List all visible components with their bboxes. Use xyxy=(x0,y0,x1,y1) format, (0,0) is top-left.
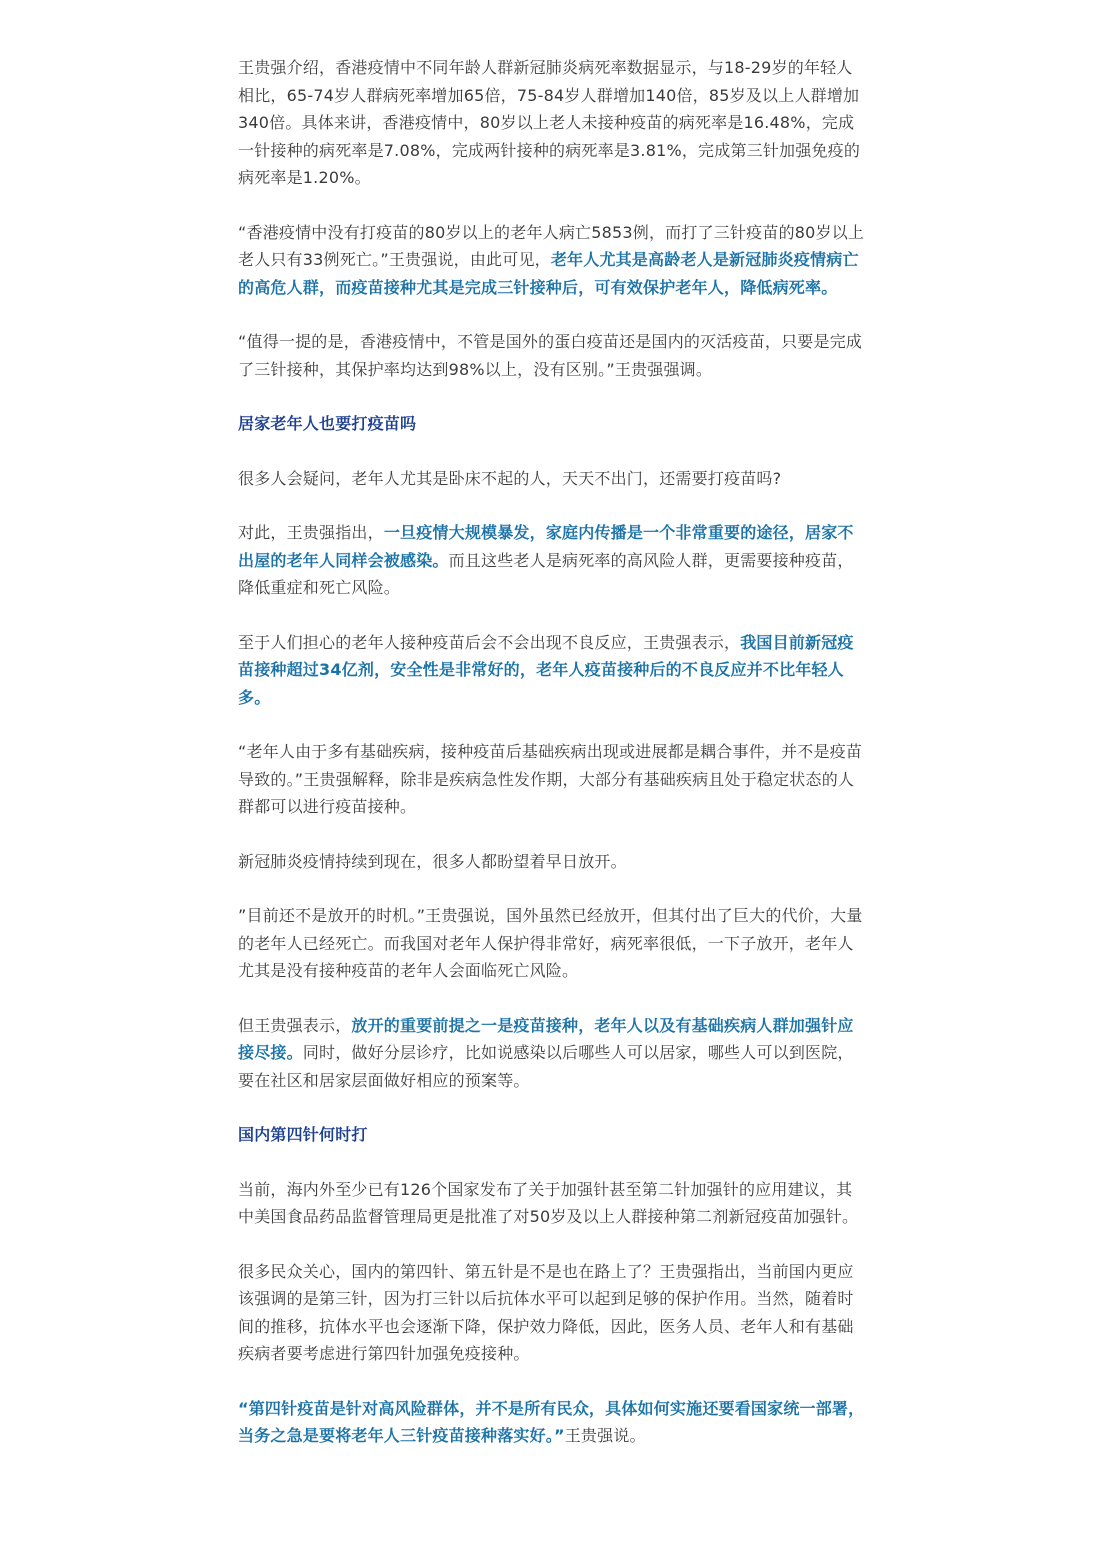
paragraph-fourth-fifth-dose: 很多民众关心，国内的第四针、第五针是不是也在路上了？王贵强指出，当前国内更应该强调的是第三针，因为打三针以后抗体水平可以起到足够的保护作用。当然，随着时间的推移，抗体水平也会逐渐下降，保护效力降低，因此，医务人员、老年人和有基础疾病者要考虑进行第四针加强免疫接种。 xyxy=(238,1261,854,1363)
paragraph-text: 王贵强说。 xyxy=(564,1426,646,1445)
paragraph-protection-rate: “值得一提的是，香港疫情中，不管是国外的蛋白疫苗还是国内的灭活疫苗，只要是完成了三针接种，其保护率均达到98%以上，没有区别。”王贵强强调。 xyxy=(238,332,863,379)
paragraph-hk-death-rates: 王贵强介绍，香港疫情中不同年龄人群新冠肺炎病死率数据显示，与18-29岁的年轻人相比，65-74岁人群病死率增加65倍，75-84岁人群增加140倍，85岁及以上人群增加340倍。具体来讲，香港疫情中，80岁以上老人未接种疫苗的病死率是16.48%，完成一针接种的病死率是7.08%，完成两针接种的病死率是3.81%，完成第三针加强免疫的病死率是1.20%。 xyxy=(238,58,861,187)
paragraph-text: 但王贵强表示， xyxy=(238,1015,352,1035)
paragraph-reopening-hope: 新冠肺炎疫情持续到现在，很多人都盼望着早日放开。 xyxy=(238,851,627,871)
paragraph-reopening-premise xyxy=(238,1012,866,1095)
paragraph-text: 同时，做好分层诊疗，比如说感染以后哪些人可以居家，哪些人可以到医院，要在社区和居家层面做好相应的预案等。 xyxy=(238,1043,854,1090)
highlight-text: 老年人尤其是高龄老人是新冠肺炎疫情病亡的高危人群，而疫苗接种尤其是完成三针接种后，可有效保护老年人，降低病死率。 xyxy=(238,250,859,297)
section-heading-fourth-dose: 国内第四针何时打 xyxy=(238,1125,368,1144)
highlight-text: 放开的重要前提之一是疫苗接种，老年人以及有基础疾病人群加强针应接尽接。 xyxy=(238,1015,854,1062)
paragraph-family-spread xyxy=(238,519,866,602)
paragraph-text: 而且这些老人是病死率的高风险人群，更需要接种疫苗，降低重症和死亡风险。 xyxy=(238,550,854,597)
paragraph-text: “香港疫情中没有打疫苗的80岁以上的老年人病亡5853例，而打了三针疫苗的80岁以上老人只有33例死亡。”王贵强说，由此可见， xyxy=(238,222,865,269)
highlight-text: “第四针疫苗是针对高风险群体，并不是所有民众，具体如何实施还要看国家统一部署，当务之急是要将老年人三针疫苗接种落实好。” xyxy=(238,1398,865,1445)
paragraph-question: 很多人会疑问，老年人尤其是卧床不起的人，天天不出门，还需要打疫苗吗? xyxy=(238,468,782,488)
paragraph-elderly-deaths xyxy=(238,219,866,302)
section-heading-home-elderly: 居家老年人也要打疫苗吗 xyxy=(238,414,417,433)
highlight-text: 我国目前新冠疫苗接种超过34亿剂，安全性是非常好的，老年人疫苗接种后的不良反应并不比年轻人多。 xyxy=(238,632,854,707)
paragraph-safety xyxy=(238,629,866,712)
article-body xyxy=(238,54,866,1477)
highlight-text: 一旦疫情大规模暴发，家庭内传播是一个非常重要的途径，居家不出屋的老年人同样会被感染。 xyxy=(238,523,854,570)
paragraph-booster-countries: 当前，海内外至少已有126个国家发布了关于加强针甚至第二针加强针的应用建议，其中美国食品药品监督管理局更是批准了对50岁及以上人群接种第二剂新冠疫苗加强针。 xyxy=(238,1179,859,1226)
paragraph-underlying-disease: “老年人由于多有基础疾病，接种疫苗后基础疾病出现或进展都是耦合事件，并不是疫苗导致的。”王贵强解释，除非是疾病急性发作期，大部分有基础疾病且处于稳定状态的人群都可以进行疫苗接种。 xyxy=(238,742,863,816)
paragraph-text: 对此，王贵强指出， xyxy=(238,523,384,542)
paragraph-conclusion xyxy=(238,1395,866,1450)
paragraph-text: 至于人们担心的老年人接种疫苗后会不会出现不良反应，王贵强表示， xyxy=(238,632,741,652)
paragraph-not-time: ”目前还不是放开的时机。”王贵强说，国外虽然已经放开，但其付出了巨大的代价，大量的老年人已经死亡。而我国对老年人保护得非常好，病死率很低，一下子放开，老年人尤其是没有接种疫苗的老年人会面临死亡风险。 xyxy=(238,906,863,980)
